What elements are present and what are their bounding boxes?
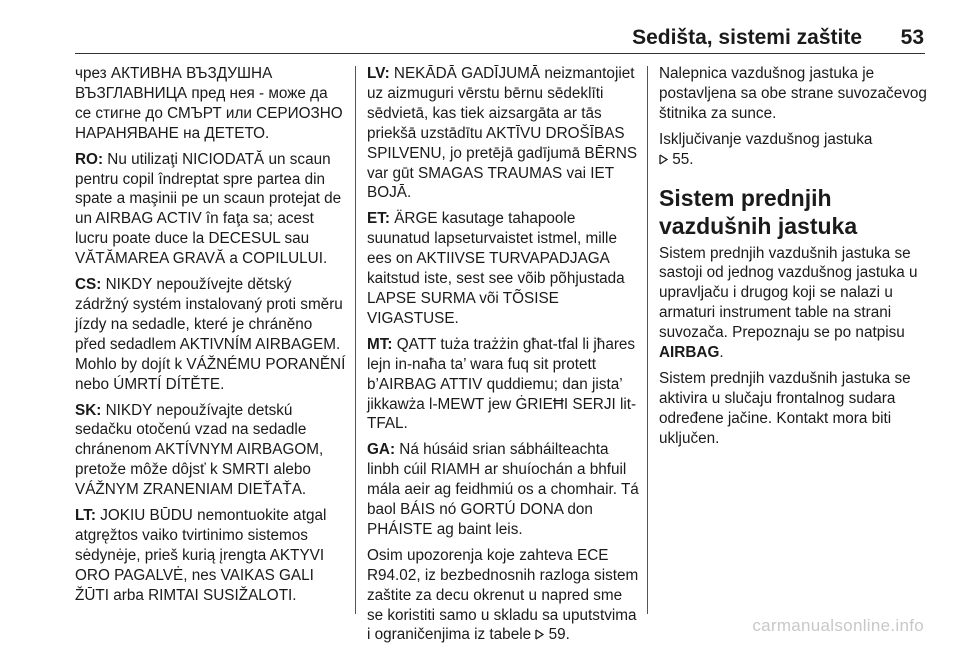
page-reference-icon [535,629,544,640]
warning-et [367,209,639,328]
column-left [75,64,347,612]
lang-label-lt: LT: [75,507,96,525]
front-airbag-text: Sistem prednjih vazdušnih jastuka se sastoji od jednog vazdušnog jastuka u upravljaču i drugog koji se nalazi u armaturi instrument table na strani suvozača. Prepoznaju se po natpisu [659,244,918,342]
column-middle [367,64,639,651]
section-heading: Sistem prednjih vazdušnih jastuka [659,184,858,239]
ece-note-page-ref[interactable]: 59. [548,626,570,644]
warning-ga [367,440,639,540]
header-divider [75,53,925,54]
deactivation-ref [659,130,931,170]
watermark: carmanualsonline.info [752,616,924,635]
warning-bg: чрез АКТИВНА ВЪЗДУШНА ВЪЗГЛАВНИЦА пред нея - може да се стигне до СМЪРТ или СЕРИОЗНО НАРАНЯВАНЕ на ДЕТЕТО. [75,65,343,142]
warning-sk-text: NIKDY nepoužívajte detskú sedačku otočenú vzad na sedadle chránenom AKTÍVNYM AIRBAGOM, pretože môže dôjsť k SMRTI alebo VÁŽNYM ZRANENIAM DIEŤAŤA. [75,401,324,499]
warning-cs [75,275,347,394]
warning-cs-text: NIKDY nepoužívejte dětský zádržný systém instalovaný proti směru jízdy na sedadle, které je chráněno před sedadlem AKTIVNÍM AIRBAGEM. Mohlo by dojít k VÁŽNÉMU PORANĚNÍ nebo ÚMRTÍ DÍTĚTE. [75,276,346,393]
deactivation-page-ref[interactable]: 55. [672,150,694,168]
ece-note-text: Osim upozorenja koje zahteva ECE R94.02, iz bezbednosnih razloga sistem zaštite za decu okrenut u napred sme se koristiti samo u skladu sa uputstvima i ograničenjima iz tabele [367,546,639,644]
deactivation-ref-text: Isključivanje vazdušnog jastuka [659,130,873,148]
section-title: Sedišta, sistemi zaštite [632,26,862,49]
warning-ro-text: Nu utilizaţi NICIODATĂ un scaun pentru copil îndreptat spre partea din spate a maşinii pe un scaun protejat de un AIRBAG ACTIV în faţa sa; acest lucru poate duce la DECESUL sau VĂTĂMAREA GRAVĂ a COPILULUI. [75,150,342,268]
page-header [0,0,960,56]
warning-lv [367,64,639,203]
column-right [659,64,931,455]
front-airbag-activation: Sistem prednjih vazdušnih jastuka se aktivira u slučaju frontalnog sudara određene jačine. Kontakt mora biti uključen. [659,369,911,447]
warning-lt [75,506,347,606]
lang-label-mt: MT: [367,335,393,353]
warning-ga-text: Ná húsáid srian sábháilteachta linbh cúil RIAMH ar shuíochán a bhfuil mála aeir ag feidhmiú os a chomhair. Tá baol BÁIS nó GORTÚ DONA don PHÁISTE ag baint leis. [367,441,639,538]
front-airbag-text-end: . [719,344,724,362]
lang-label-sk: SK: [75,401,102,419]
ece-note [367,546,639,646]
warning-lt-text: JOKIU BŪDU nemontuokite atgal atgręžtos vaiko tvirtinimo sistemos sėdynėje, prieš kurią įrengta AKTYVI ORO PAGALVĖ, nes VAIKAS GALI ŽŪTI arba RIMTAI SUSIŽALOTI. [75,507,327,604]
column-divider-left [355,66,356,614]
front-airbag-description [659,244,931,363]
page-reference-icon [659,154,668,165]
lang-label-lv: LV: [367,65,390,82]
column-divider-right [647,66,648,614]
warning-ro [75,150,347,269]
warning-lv-text: NEKĀDĀ GADĪJUMĀ neizmantojiet uz aizmuguri vērstu bērnu sēdeklīti sēdvietā, kas tiek aizsargāta ar tās priekšā uzstādītu AKTĪVU DROŠĪBAS SPILVENU, jo pretējā gadījumā BĒRNS var gūt SMAGAS TRAUMAS vai IET BOJĀ. [367,65,638,202]
warning-sk [75,401,347,501]
airbag-label: AIRBAG [659,344,720,362]
lang-label-cs: CS: [75,276,102,294]
lang-label-ro: RO: [75,150,104,168]
warning-mt-text: QATT tuża trażżin għat-tfal li jħares lejn in-naħa ta’ wara fuq sit protett b’AIRBAG ATTIV quddiemu; dan jista’ jikkawża l-MEWT jew ĠRIEĦI SERJI lit-TFAL. [367,335,637,433]
label-note: Nalepnica vazdušnog jastuka je postavljena sa obe strane suvozačevog štitnika za sunce. [659,65,927,122]
warning-et-text: ÄRGE kasutage tahapoole suunatud lapseturvaistet istmel, mille ees on AKTIIVSE TURVAPADJAGA kaitstud iste, sest see võib põhjustada LAPSE SURMA või TÕSISE VIGASTUSE. [367,210,625,327]
warning-mt [367,335,639,435]
lang-label-et: ET: [367,210,390,228]
lang-label-ga: GA: [367,441,396,459]
page-number: 53 [900,26,924,49]
